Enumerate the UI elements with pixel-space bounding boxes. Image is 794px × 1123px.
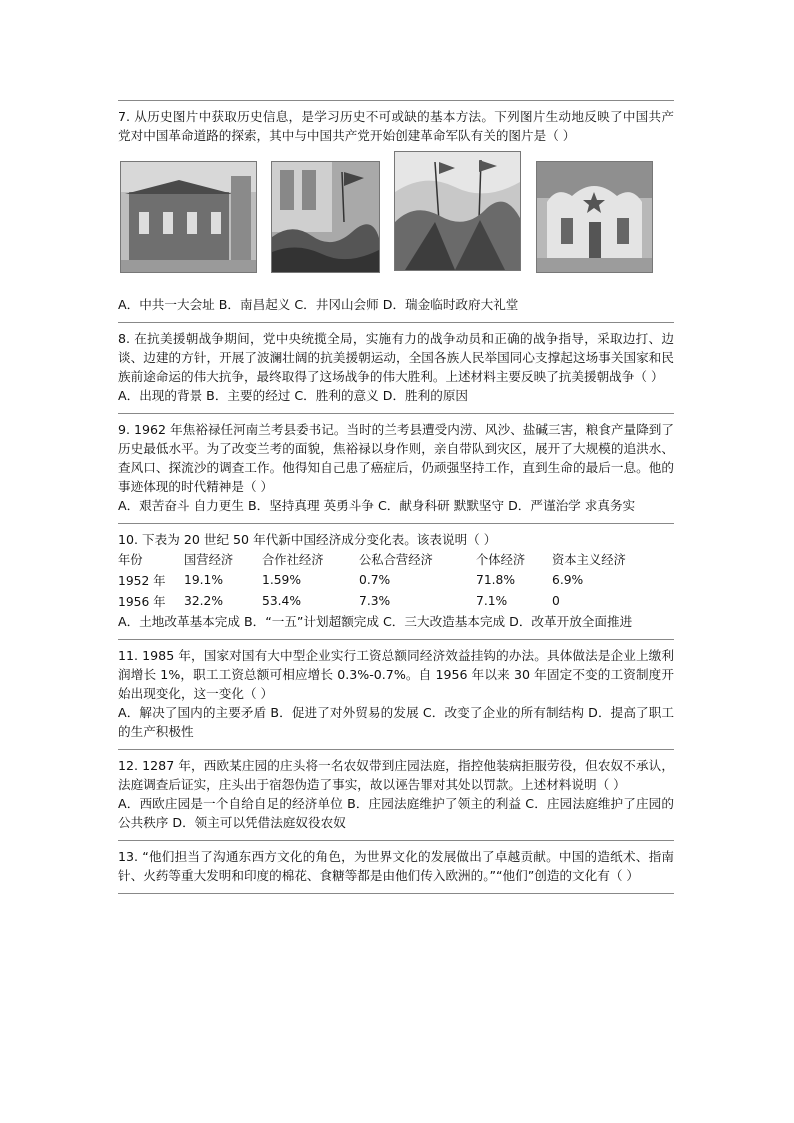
table-cell: 0 xyxy=(552,594,560,608)
question-9 xyxy=(118,413,674,515)
table-header-cell: 国营经济 xyxy=(184,553,234,567)
question-11-stem: 11. 1985 年，国家对国有大中型企业实行工资总额同经济效益挂钩的办法。具体做法是企业上缴利润增长 1%，职工工资总额可相应增长 0.3%-0.7%。自 1956 年以来 30 年固定不变的工资制度开始出现变化，这一变化（ ） xyxy=(118,648,674,701)
table-row xyxy=(118,591,662,612)
table-cell: 53.4% xyxy=(262,594,302,608)
table-row xyxy=(118,570,662,591)
question-10-stem: 10. 下表为 20 世纪 50 年代新中国经济成分变化表。该表说明（ ） xyxy=(118,532,497,547)
question-10-options: A．土地改革基本完成 B．“一五”计划超额完成 C．三大改造基本完成 D．改革开放全面推进 xyxy=(118,614,633,629)
table-cell: 1952 年 xyxy=(118,574,166,588)
table-cell: 71.8% xyxy=(476,573,516,587)
question-7-pictures xyxy=(118,153,674,281)
economy-table xyxy=(118,549,662,612)
table-header-row xyxy=(118,549,662,570)
question-7-options: A．中共一大会址 B．南昌起义 C．井冈山会师 D．瑞金临时政府大礼堂 xyxy=(118,297,519,312)
table-cell: 0.7% xyxy=(359,573,391,587)
table-cell: 32.2% xyxy=(184,594,224,608)
question-13-stem: 13. “他们担当了沟通东西方文化的角色，为世界文化的发展做出了卓越贡献。中国的造纸术、指南针、火药等重大发明和印度的棉花、食糖等都是由他们传入欧洲的。”“他们”创造的文化有（ ） xyxy=(118,849,674,883)
question-8-stem: 8. 在抗美援朝战争期间，党中央统揽全局，实施有力的战争动员和正确的战争指导，采取边打、边谈、边建的方针，开展了波澜壮阔的抗美援朝运动，全国各族人民举国同心支撑起这场事关国家和民族前途命运的伟大抗争，最终取得了这场战争的伟大胜利。上述材料主要反映了抗美援朝战争（ ） xyxy=(118,331,674,384)
question-12 xyxy=(118,749,674,832)
question-11-options: A．解决了国内的主要矛盾 B．促进了对外贸易的发展 C．改变了企业的所有制结构 D．提高了职工的生产积极性 xyxy=(118,705,674,739)
question-8 xyxy=(118,322,674,405)
question-13 xyxy=(118,840,674,885)
question-8-options: A．出现的背景 B．主要的经过 C．胜利的意义 D．胜利的原因 xyxy=(118,388,469,403)
table-cell: 1.59% xyxy=(262,573,302,587)
table-cell: 1956 年 xyxy=(118,595,166,609)
table-header-cell: 公私合营经济 xyxy=(359,553,433,567)
exam-page xyxy=(118,100,674,894)
question-7-stem: 7. 从历史图片中获取历史信息，是学习历史不可或缺的基本方法。下列图片生动地反映了中国共产党对中国革命道路的探索，其中与中国共产党开始创建革命军队有关的图片是（ ） xyxy=(118,109,674,143)
table-cell: 7.3% xyxy=(359,594,391,608)
question-9-options: A．艰苦奋斗 自力更生 B．坚持真理 英勇斗争 C．献身科研 默默坚守 D．严谨治学 求真务实 xyxy=(118,498,636,513)
picture-nanchang-uprising xyxy=(271,161,380,273)
table-cell: 19.1% xyxy=(184,573,224,587)
question-9-stem: 9. 1962 年焦裕禄任河南兰考县委书记。当时的兰考县遭受内涝、风沙、盐碱三害，粮食产量降到了历史最低水平。为了改变兰考的面貌，焦裕禄以身作则，亲自带队到灾区，展开了大规模的追洪水、查风口、探流沙的调查工作。他得知自己患了癌症后，仍顽强坚持工作，直到生命的最后一息。他的事迹体现的时代精神是（ ） xyxy=(118,422,674,494)
table-cell: 7.1% xyxy=(476,594,508,608)
bottom-divider xyxy=(118,893,674,894)
table-cell: 6.9% xyxy=(552,573,584,587)
question-12-options: A．西欧庄园是一个自给自足的经济单位 B．庄园法庭维护了领主的利益 C．庄园法庭维护了庄园的公共秩序 D．领主可以凭借法庭奴役农奴 xyxy=(118,796,674,830)
picture-jinggangshan-meeting xyxy=(394,151,521,271)
question-7 xyxy=(118,100,674,314)
picture-ruijin-auditorium xyxy=(536,161,653,273)
table-header-cell: 个体经济 xyxy=(476,553,526,567)
question-10 xyxy=(118,523,674,631)
question-12-stem: 12. 1287 年，西欧某庄园的庄头将一名农奴带到庄园法庭，指控他装病拒服劳役，但农奴不承认，法庭调查后证实，庄头出于宿怨伪造了事实，故以诬告罪对其处以罚款。上述材料说明（ ） xyxy=(118,758,674,792)
table-header-cell: 资本主义经济 xyxy=(552,553,626,567)
table-header-cell: 年份 xyxy=(118,553,143,567)
picture-first-congress-site xyxy=(120,161,257,273)
table-header-cell: 合作社经济 xyxy=(262,553,324,567)
question-11 xyxy=(118,639,674,741)
